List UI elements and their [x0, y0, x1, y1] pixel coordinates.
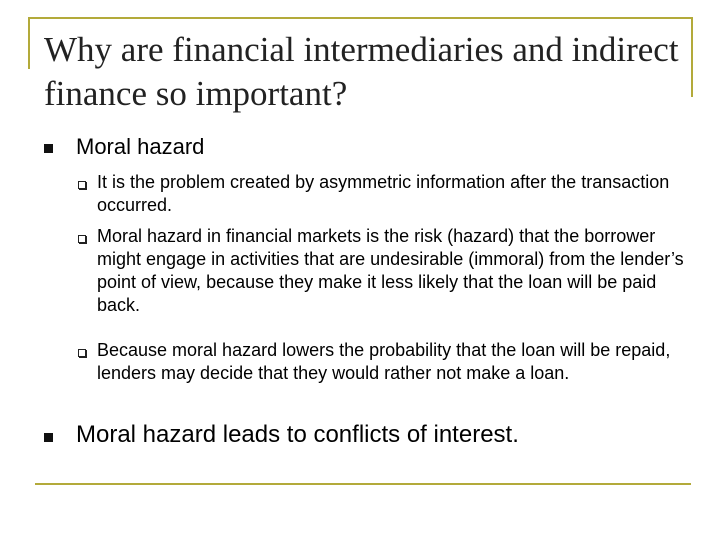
sub-bullet-financial-markets: Moral hazard in financial markets is the risk (hazard) that the borrower might engage in activities that are undesirable (immoral) from the lender’s point of view, because they make it less likely that the loan will be paid back. — [97, 226, 684, 315]
sub-bullet-lenders-decision: Because moral hazard lowers the probability that the loan will be repaid, lenders may decide that they would rather not make a loan. — [97, 340, 671, 383]
hollow-square-bullet-icon — [78, 181, 86, 189]
filled-square-bullet-icon — [44, 144, 53, 153]
hollow-square-bullet-icon — [78, 235, 86, 243]
hollow-square-bullet-icon — [78, 349, 86, 357]
bullet-moral-hazard: Moral hazard — [76, 134, 205, 159]
bullet-conflicts-of-interest: Moral hazard leads to conflicts of interest. — [76, 421, 519, 448]
sub-bullet-definition: It is the problem created by asymmetric information after the transaction occurred. — [97, 172, 670, 215]
slide-title: Why are financial intermediaries and indirect finance so important? — [44, 30, 679, 113]
filled-square-bullet-icon — [44, 433, 53, 442]
